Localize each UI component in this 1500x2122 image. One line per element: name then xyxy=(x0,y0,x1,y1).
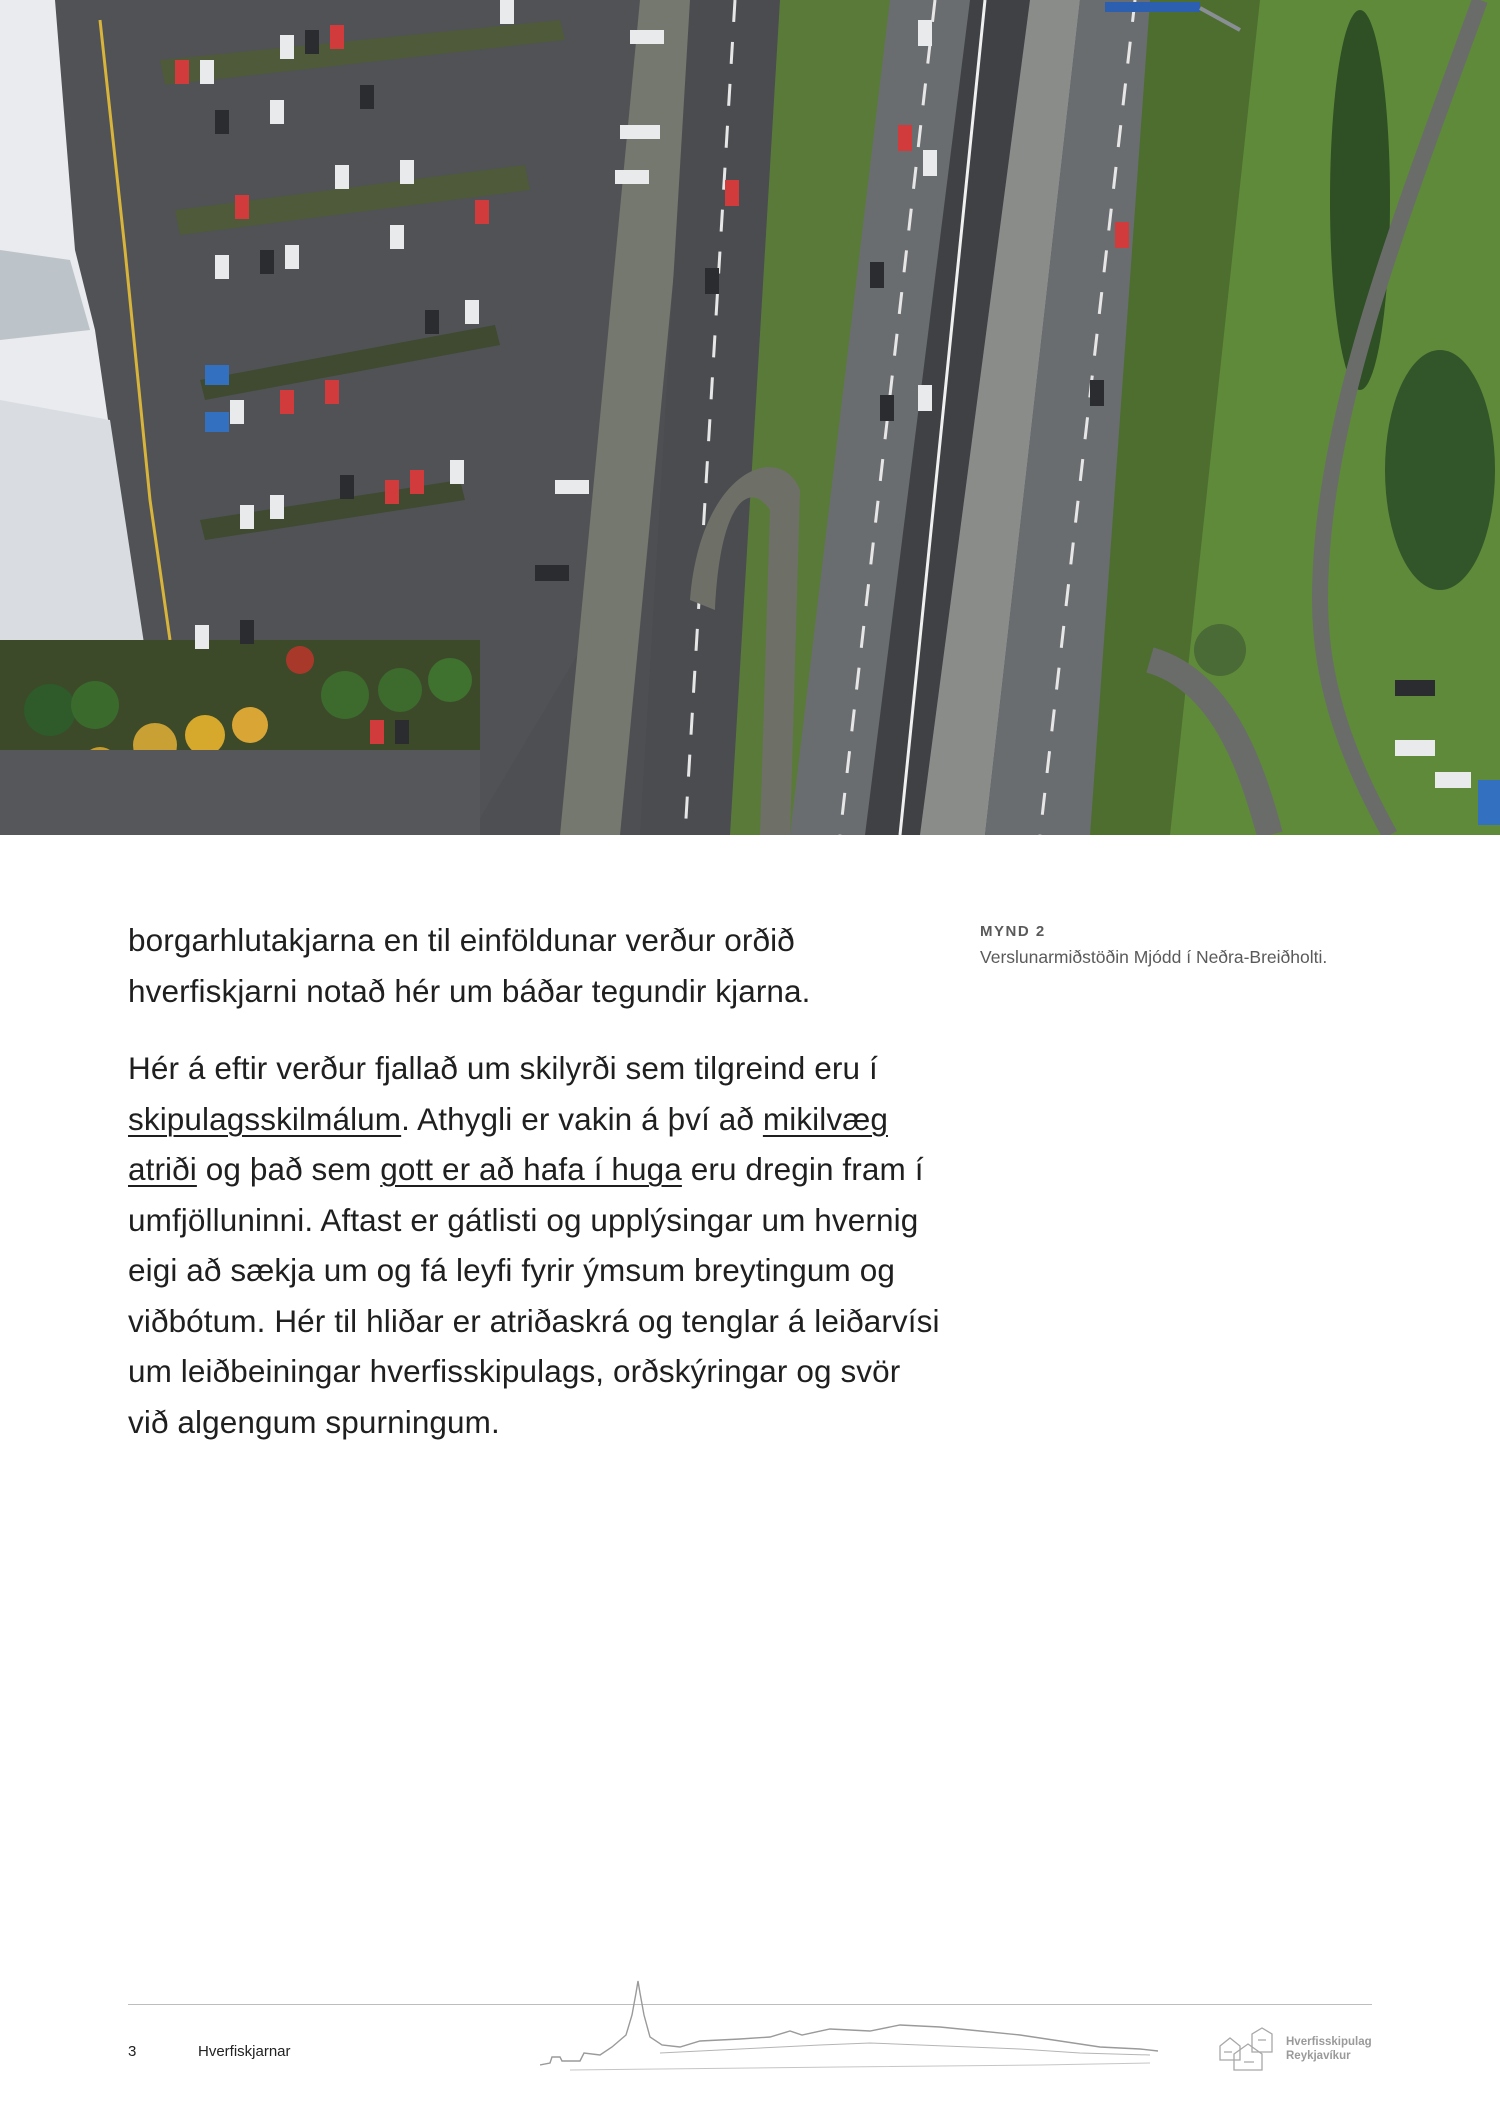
link-gott-er-ad-hafa-i-huga[interactable]: gott er að hafa í huga xyxy=(380,1151,682,1187)
skyline-icon xyxy=(540,1975,1160,2075)
paragraph-1: borgarhlutakjarna en til einföldunar verður orðið hverfiskjarni notað hér um báðar tegundir kjarna. xyxy=(128,922,811,1009)
p2-text-b: . Athygli er vakin á því að xyxy=(401,1100,763,1137)
caption-label: MYND 2 xyxy=(980,923,1046,940)
p2-text-d: eru dregin fram í umfjölluninni. Aftast er gátlisti og upplýsingar um hvernig eigi að sækja um og fá leyfi fyrir ýmsum breytingum og viðbótum. Hér til hliðar er atriðaskrá og tenglar á leiðarvísi um leiðbeiningar hverfisskipulags, orðskýringar og svör við algengum spurningum. xyxy=(128,1151,940,1440)
aerial-photo xyxy=(0,0,1500,835)
caption-text: Verslunarmiðstöðin Mjódd í Neðra-Breiðholti. xyxy=(980,947,1328,967)
brand-mark xyxy=(1216,2026,1376,2074)
link-mikilvaeg-atridi[interactable]: mikilvæg atriði xyxy=(128,1100,888,1187)
figure-caption xyxy=(980,922,1400,970)
aerial-photo-icon xyxy=(0,0,1500,835)
p2-text-c: og það sem xyxy=(196,1151,381,1187)
paragraph-2 xyxy=(128,1043,948,1447)
brand-line-2: Reykjavíkur xyxy=(1286,2050,1351,2062)
brand-line-1: Hverfisskipulag xyxy=(1286,2036,1372,2048)
brand-text xyxy=(1286,2035,1372,2063)
section-name: Hverfiskjarnar xyxy=(198,2043,291,2060)
link-skipulagsskilmalum[interactable]: skipulagsskilmálum xyxy=(128,1100,402,1137)
p2-text-a: Hér á eftir verður fjallað um skilyrði sem tilgreind eru í xyxy=(128,1050,878,1086)
body-text xyxy=(128,915,948,1447)
hverfisskipulag-logo-icon xyxy=(1216,2026,1286,2072)
page-number: 3 xyxy=(128,2043,137,2060)
